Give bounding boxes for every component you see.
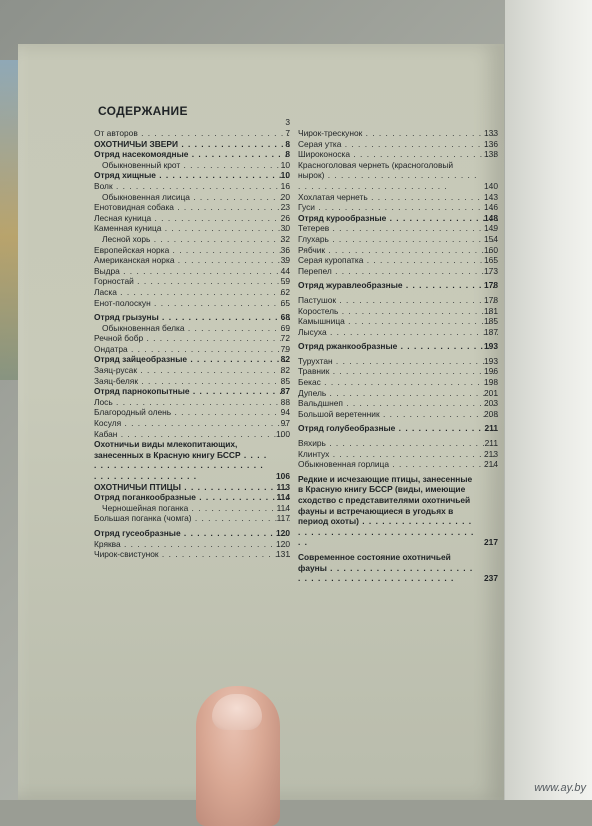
contents-entry — [298, 192, 498, 203]
contents-entry — [298, 449, 498, 460]
entry-title: Енот-полоскун . . . — [94, 298, 290, 309]
contents-entry — [94, 266, 290, 277]
entry-page-number: 193 — [484, 341, 498, 352]
contents-entry — [94, 418, 290, 429]
entry-page-number: 149 — [484, 223, 498, 234]
entry-page-number: 185 — [484, 316, 498, 327]
fingernail — [212, 694, 262, 730]
contents-entry — [298, 327, 498, 338]
entry-page-number: 72 — [280, 333, 290, 344]
entry-title: Обыкновенная лисица . . . — [102, 192, 290, 203]
entry-page-number: 178 — [484, 280, 498, 291]
entry-page-number: 68 — [280, 312, 290, 323]
contents-entry — [298, 306, 498, 317]
entry-title: Ласка . . . — [94, 287, 290, 298]
entry-title: Черношейная поганка . . . — [102, 503, 290, 514]
entry-page-number: 217 — [484, 537, 498, 548]
contents-entry — [94, 365, 290, 376]
entry-title: Травник . . . — [298, 366, 498, 377]
entry-title: Обыкновенный крот . . . — [102, 160, 290, 171]
entry-title: Кабан . . . — [94, 429, 290, 440]
contents-entry — [94, 407, 290, 418]
entry-title: Отряд гусеобразные . . . — [94, 528, 290, 539]
entry-page-number: 94 — [280, 407, 290, 418]
entry-page-number: 82 — [280, 365, 290, 376]
contents-entry — [298, 149, 498, 160]
entry-title: Гуси . . . — [298, 202, 498, 213]
entry-page-number: 117 — [276, 513, 290, 524]
entry-page-number: 3 — [285, 117, 290, 128]
entry-title: Бекас . . . — [298, 377, 498, 388]
entry-page-number: 44 — [280, 265, 290, 276]
entry-page-number: 23 — [280, 202, 290, 213]
entry-title: Серая куропатка . . . — [298, 255, 498, 266]
watermark: www.ay.by — [534, 782, 586, 794]
entry-page-number: 193 — [484, 355, 498, 366]
entry-title: Американская норка . . . — [94, 255, 290, 266]
entry-page-number: 26 — [280, 212, 290, 223]
contents-entry — [94, 354, 290, 365]
entry-page-number: 87 — [280, 386, 290, 397]
entry-title: Глухарь . . . — [298, 234, 498, 245]
contents-entry — [94, 503, 290, 514]
entry-title: Вяхирь . . . — [298, 438, 498, 449]
contents-entry — [94, 223, 290, 234]
contents-entry — [94, 170, 290, 181]
entry-page-number: 201 — [484, 387, 498, 398]
contents-entry — [94, 245, 290, 256]
entry-title: Дупель . . . — [298, 388, 498, 399]
entry-page-number: 140 — [484, 180, 498, 191]
entry-page-number: 20 — [280, 191, 290, 202]
contents-entry — [94, 312, 290, 323]
entry-page-number: 198 — [484, 377, 498, 388]
contents-entry — [298, 139, 498, 150]
entry-page-number: 10 — [280, 170, 290, 181]
contents-entry — [94, 429, 290, 440]
entry-title: Благородный олень . . . — [94, 407, 290, 418]
entry-title: Отряд поганкообразные . . . — [94, 492, 290, 503]
entry-page-number: 131 — [276, 549, 290, 560]
entry-page-number: 8 — [285, 138, 290, 149]
contents-entry — [94, 181, 290, 192]
contents-entry — [298, 366, 498, 377]
entry-title: ОХОТНИЧЬИ ПТИЦЫ . . . — [94, 482, 290, 493]
contents-entry — [94, 160, 290, 171]
entry-page-number: 160 — [484, 244, 498, 255]
entry-page-number: 114 — [276, 492, 290, 503]
contents-entry — [298, 356, 498, 367]
contents-entry — [94, 344, 290, 355]
entry-title: Енотовидная собака . . . — [94, 202, 290, 213]
entry-page-number: 30 — [280, 223, 290, 234]
entry-title: Охотничьи виды млекопитающих, занесенных в Красную книгу БССР . . . — [94, 439, 290, 481]
entry-title: Отряд курообразные . . . — [298, 213, 498, 224]
entry-page-number: 36 — [280, 244, 290, 255]
contents-entry — [298, 423, 498, 434]
entry-title: Отряд голубеобразные . . . — [298, 423, 498, 434]
entry-page-number: 10 — [280, 159, 290, 170]
contents-entry — [94, 539, 290, 550]
contents-entry — [94, 513, 290, 524]
contents-entry — [94, 323, 290, 334]
entry-page-number: 133 — [484, 128, 498, 138]
book-page — [18, 44, 504, 800]
contents-entry — [94, 213, 290, 224]
entry-page-number: 173 — [484, 265, 498, 276]
entry-page-number: 32 — [280, 233, 290, 244]
entry-title: Камышница . . . — [298, 316, 498, 327]
entry-page-number: 203 — [484, 398, 498, 409]
contents-entry — [298, 316, 498, 327]
entry-title: ОХОТНИЧЬИ ЗВЕРИ . . . — [94, 139, 290, 150]
contents-entry — [94, 139, 290, 150]
entry-title: Европейская норка . . . — [94, 245, 290, 256]
entry-page-number: 165 — [484, 255, 498, 266]
contents-entry — [298, 409, 498, 420]
entry-title: Серая утка . . . — [298, 139, 498, 150]
entry-page-number: 69 — [280, 322, 290, 333]
entry-title: Отряд хищные . . . — [94, 170, 290, 181]
entry-page-number: 65 — [280, 297, 290, 308]
contents-entry — [298, 160, 498, 192]
entry-title: Ондатра . . . — [94, 344, 290, 355]
entry-page-number: 214 — [484, 459, 498, 470]
entry-title: Заяц-беляк . . . — [94, 376, 290, 387]
contents-entry — [298, 234, 498, 245]
contents-entry — [298, 388, 498, 399]
entry-title: Красноголовая чернеть (красноголовый нырок) . . . — [298, 160, 498, 192]
contents-entry — [94, 333, 290, 344]
contents-entry — [298, 438, 498, 449]
entry-title: Лесной хорь . . . — [102, 234, 290, 245]
contents-entry — [94, 255, 290, 266]
contents-entry — [298, 398, 498, 409]
entry-page-number: 178 — [484, 294, 498, 305]
contents-entry — [94, 202, 290, 213]
entry-title: От авторов . . . — [94, 128, 290, 139]
contents-entry — [298, 202, 498, 213]
entry-title: Отряд парнокопытные . . . — [94, 386, 290, 397]
entry-page-number: 181 — [484, 305, 498, 316]
entry-title: Современное состояние охотничьей фауны . . . — [298, 552, 498, 584]
entry-title: Широконоска . . . — [298, 149, 498, 160]
entry-page-number: 79 — [280, 343, 290, 354]
entry-title: Отряд грызуны . . . — [94, 312, 290, 323]
contents-entry — [298, 128, 498, 139]
entry-title: Обыкновенная белка . . . — [102, 323, 290, 334]
entry-page-number: 82 — [280, 354, 290, 365]
entry-page-number: 114 — [276, 502, 290, 513]
entry-title: Косуля . . . — [94, 418, 290, 429]
entry-title: Лось . . . — [94, 397, 290, 408]
entry-page-number: 196 — [484, 366, 498, 377]
entry-title: Рябчик . . . — [298, 245, 498, 256]
entry-title: Выдра . . . — [94, 266, 290, 277]
entry-page-number: 148 — [484, 212, 498, 223]
entry-title: Клинтух . . . — [298, 449, 498, 460]
entry-title: Большая поганка (чомга) . . . — [94, 513, 290, 524]
contents-entry — [94, 128, 290, 139]
contents-left-column — [94, 117, 290, 560]
entry-page-number: 88 — [280, 396, 290, 407]
contents-entry — [94, 376, 290, 387]
contents-entry — [94, 549, 290, 560]
entry-page-number: 120 — [276, 527, 290, 538]
contents-entry — [94, 397, 290, 408]
entry-title: Горностай . . . — [94, 276, 290, 287]
entry-title: Тетерев . . . — [298, 223, 498, 234]
entry-page-number: 106 — [276, 471, 290, 481]
contents-entry — [298, 245, 498, 256]
entry-title: Большой веретенник . . . — [298, 409, 498, 420]
contents-entry — [298, 255, 498, 266]
entry-title: Отряд журавлеобразные . . . — [298, 280, 498, 291]
contents-entry — [94, 482, 290, 493]
entry-page-number: 97 — [280, 418, 290, 429]
entry-title: Пастушок . . . — [298, 295, 498, 306]
entry-page-number: 187 — [484, 326, 498, 337]
contents-entry — [94, 298, 290, 309]
entry-page-number: 237 — [484, 573, 498, 584]
contents-entry — [298, 295, 498, 306]
contents-entry — [298, 474, 498, 548]
entry-title: Вальдшнеп . . . — [298, 398, 498, 409]
book-cover-edge — [0, 60, 18, 380]
entry-title: Отряд ржанкообразные . . . — [298, 341, 498, 352]
entry-page-number: 100 — [276, 428, 290, 439]
entry-title: Отряд зайцеобразные . . . — [94, 354, 290, 365]
entry-page-number: 154 — [484, 233, 498, 244]
entry-page-number: 213 — [484, 448, 498, 459]
entry-page-number: 113 — [276, 481, 290, 492]
contents-entry — [94, 439, 290, 481]
entry-page-number: 211 — [484, 438, 498, 449]
entry-title: Речной бобр . . . — [94, 333, 290, 344]
entry-title: Заяц-русак . . . — [94, 365, 290, 376]
contents-entry — [94, 287, 290, 298]
contents-entry — [298, 552, 498, 584]
contents-entry — [298, 377, 498, 388]
entry-title: Кряква . . . — [94, 539, 290, 550]
entry-title: Отряд насекомоядные . . . — [94, 149, 290, 160]
contents-entry — [94, 276, 290, 287]
page-title: СОДЕРЖАНИЕ — [98, 104, 188, 118]
entry-title: Перепел . . . — [298, 266, 498, 277]
entry-page-number: 62 — [280, 286, 290, 297]
contents-entry — [94, 192, 290, 203]
entry-page-number: 59 — [280, 276, 290, 287]
entry-page-number: 211 — [484, 423, 498, 434]
entry-title: Каменная куница . . . — [94, 223, 290, 234]
entry-page-number: 143 — [484, 191, 498, 202]
contents-right-column — [298, 128, 498, 584]
contents-entry — [94, 528, 290, 539]
entry-title: Волк . . . — [94, 181, 290, 192]
contents-entry — [94, 234, 290, 245]
right-page — [505, 0, 592, 800]
entry-title: Редкие и исчезающие птицы, занесенные в Красную книгу БССР (виды, имеющие сходство с представителями охотничьей фауны и встречающиеся в угодьях в период охоты) . . . — [298, 474, 498, 548]
entry-page-number: 7 — [285, 128, 290, 138]
entry-title: Чирок-свистунок . . . — [94, 549, 290, 560]
contents-entry — [298, 223, 498, 234]
contents-entry — [94, 492, 290, 503]
entry-page-number: 39 — [280, 255, 290, 266]
entry-page-number: 85 — [280, 375, 290, 386]
entry-page-number: 138 — [484, 149, 498, 160]
contents-entry — [298, 280, 498, 291]
contents-entry — [94, 149, 290, 160]
entry-page-number: 8 — [285, 149, 290, 160]
contents-entry — [298, 266, 498, 277]
entry-title: Хохлатая чернеть . . . — [298, 192, 498, 203]
contents-entry — [298, 459, 498, 470]
contents-entry — [298, 213, 498, 224]
entry-page-number: 146 — [484, 202, 498, 213]
contents-entry — [298, 341, 498, 352]
entry-title: Коростель . . . — [298, 306, 498, 317]
entry-title: Лысуха . . . — [298, 327, 498, 338]
contents-entry — [94, 386, 290, 397]
entry-title: Лесная куница . . . — [94, 213, 290, 224]
entry-page-number: 208 — [484, 408, 498, 419]
entry-title: Обыкновенная горлица . . . — [298, 459, 498, 470]
entry-title: Чирок-трескунок . . . — [298, 128, 498, 139]
entry-page-number: 16 — [280, 180, 290, 191]
entry-title: Турухтан . . . — [298, 356, 498, 367]
entry-page-number: 136 — [484, 138, 498, 149]
entry-page-number: 120 — [276, 538, 290, 549]
